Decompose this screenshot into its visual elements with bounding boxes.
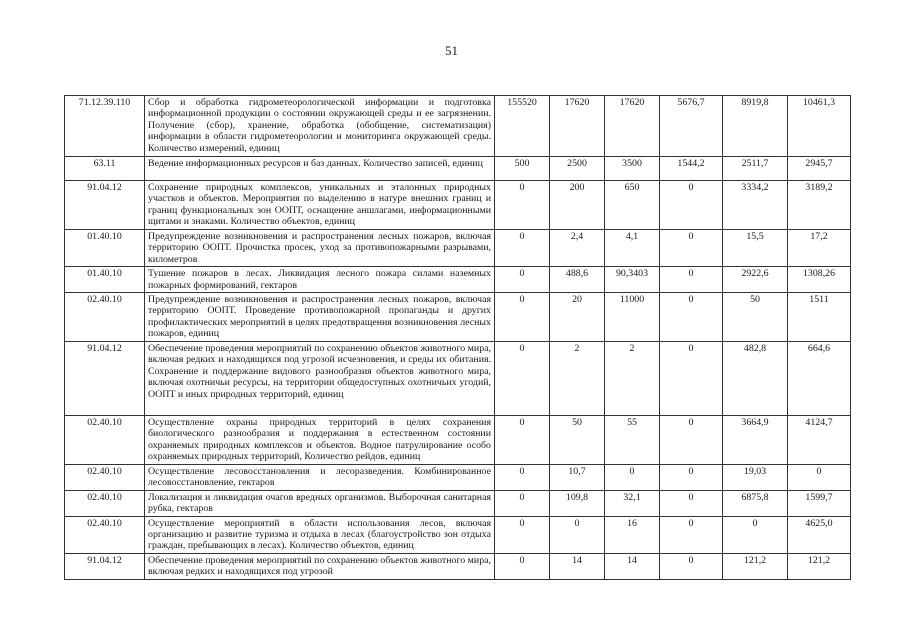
row-description: Обеспечение проведения мероприятий по сохранению объектов животного мира, включая редких и находящихся под угрозой исчезновения, и среды их обитания. Сохранение и поддержание видового разнообразия объектов животного мира, включая охотничьи ресурсы, на территории общедоступных охотничьих угодий, ООПТ и иных природных территорий, единиц <box>145 342 495 416</box>
table-row <box>65 267 851 293</box>
row-code: 02.40.10 <box>65 465 145 491</box>
row-code: 91.04.12 <box>65 181 145 230</box>
row-code: 02.40.10 <box>65 516 145 553</box>
row-value-3: 16 <box>605 516 660 553</box>
row-value-5: 15,5 <box>723 230 788 267</box>
row-value-1: 0 <box>495 490 550 516</box>
row-value-6: 0 <box>788 465 851 491</box>
row-description: Осуществление охраны природных территорий в целях сохранения биологического разнообразия и поддержания в естественном состоянии охраняемых природных комплексов и объектов. Водное патрулирование особо охраняемых природных территорий, Количество рейдов, единиц <box>145 416 495 465</box>
row-description: Осуществление мероприятий в области использования лесов, включая организацию и развитие туризма и отдыха в лесах (благоустройство зон отдыха граждан, пребывающих в лесах). Количество объектов, единиц <box>145 516 495 553</box>
table-row <box>65 181 851 230</box>
row-value-6: 121,2 <box>788 553 851 579</box>
table-row <box>65 553 851 579</box>
row-value-2: 2,4 <box>550 230 605 267</box>
table-row <box>65 157 851 181</box>
row-value-5: 8919,8 <box>723 96 788 157</box>
row-description: Предупреждение возникновения и распространения лесных пожаров, включая территорию ООПТ. Проведение противопожарной пропаганды и других профилактических мероприятий в целях предотвращения возникновения лесных пожаров, единиц <box>145 293 495 342</box>
row-value-6: 1511 <box>788 293 851 342</box>
row-value-4: 0 <box>660 342 723 416</box>
row-value-3: 17620 <box>605 96 660 157</box>
row-value-3: 0 <box>605 465 660 491</box>
row-value-4: 5676,7 <box>660 96 723 157</box>
row-value-2: 10,7 <box>550 465 605 491</box>
row-value-3: 14 <box>605 553 660 579</box>
row-code: 02.40.10 <box>65 293 145 342</box>
row-value-6: 3189,2 <box>788 181 851 230</box>
row-code: 01.40.10 <box>65 267 145 293</box>
row-value-6: 10461,3 <box>788 96 851 157</box>
services-table <box>64 95 851 580</box>
table-row <box>65 416 851 465</box>
row-description: Тушение пожаров в лесах. Ликвидация лесного пожара силами наземных пожарных формирований, гектаров <box>145 267 495 293</box>
row-value-1: 500 <box>495 157 550 181</box>
row-description: Предупреждение возникновения и распространения лесных пожаров, включая территорию ООПТ. Прочистка просек, уход за противопожарными разрывами, километров <box>145 230 495 267</box>
row-value-4: 0 <box>660 267 723 293</box>
table-row <box>65 490 851 516</box>
row-value-3: 2 <box>605 342 660 416</box>
row-description: Ведение информационных ресурсов и баз данных. Количество записей, единиц <box>145 157 495 181</box>
row-description: Обеспечение проведения мероприятий по сохранению объектов животного мира, включая редких и находящихся под угрозой <box>145 553 495 579</box>
table-row <box>65 516 851 553</box>
row-value-4: 1544,2 <box>660 157 723 181</box>
row-value-1: 0 <box>495 230 550 267</box>
row-code: 71.12.39.110 <box>65 96 145 157</box>
row-value-4: 0 <box>660 465 723 491</box>
row-value-4: 0 <box>660 181 723 230</box>
row-value-5: 2922,6 <box>723 267 788 293</box>
row-value-3: 3500 <box>605 157 660 181</box>
row-value-5: 2511,7 <box>723 157 788 181</box>
row-value-5: 19,03 <box>723 465 788 491</box>
row-value-6: 17,2 <box>788 230 851 267</box>
table-row <box>65 293 851 342</box>
row-value-3: 4,1 <box>605 230 660 267</box>
row-value-5: 3664,9 <box>723 416 788 465</box>
row-value-2: 488,6 <box>550 267 605 293</box>
table-row <box>65 230 851 267</box>
row-value-2: 109,8 <box>550 490 605 516</box>
table-row <box>65 96 851 157</box>
row-value-3: 650 <box>605 181 660 230</box>
row-code: 91.04.12 <box>65 553 145 579</box>
table-row <box>65 465 851 491</box>
row-value-1: 0 <box>495 342 550 416</box>
row-value-1: 0 <box>495 181 550 230</box>
row-value-2: 14 <box>550 553 605 579</box>
row-value-5: 50 <box>723 293 788 342</box>
row-code: 01.40.10 <box>65 230 145 267</box>
row-value-5: 3334,2 <box>723 181 788 230</box>
row-value-5: 0 <box>723 516 788 553</box>
row-value-1: 0 <box>495 293 550 342</box>
row-code: 91.04.12 <box>65 342 145 416</box>
row-value-2: 17620 <box>550 96 605 157</box>
row-value-1: 0 <box>495 516 550 553</box>
row-code: 02.40.10 <box>65 416 145 465</box>
row-value-4: 0 <box>660 416 723 465</box>
row-value-3: 55 <box>605 416 660 465</box>
row-description: Сохранение природных комплексов, уникальных и эталонных природных участков и объектов. Мероприятия по выделению в натуре внешних границ и границ функциональных зон ООПТ, оснащение аншлагами, информационными щитами и знаками. Количество объектов, единиц <box>145 181 495 230</box>
row-value-6: 1599,7 <box>788 490 851 516</box>
row-description: Сбор и обработка гидрометеорологической информации и подготовка информационной продукции о состоянии окружающей среды и ее загрязнении. Получение (сбор), хранение, обработка (обобщение, систематизация) информации в области гидрометеорологии и мониторинга окружающей среды. Количество измерений, единиц <box>145 96 495 157</box>
row-value-4: 0 <box>660 553 723 579</box>
row-value-6: 4625,0 <box>788 516 851 553</box>
row-value-4: 0 <box>660 490 723 516</box>
row-value-2: 20 <box>550 293 605 342</box>
row-value-2: 2 <box>550 342 605 416</box>
row-value-1: 0 <box>495 416 550 465</box>
row-value-3: 90,3403 <box>605 267 660 293</box>
row-value-3: 32,1 <box>605 490 660 516</box>
row-value-6: 1308,26 <box>788 267 851 293</box>
row-value-4: 0 <box>660 293 723 342</box>
row-value-5: 121,2 <box>723 553 788 579</box>
row-value-6: 664,6 <box>788 342 851 416</box>
row-description: Осуществление лесовосстановления и лесоразведения. Комбинированное лесовосстановление, гектаров <box>145 465 495 491</box>
row-value-1: 155520 <box>495 96 550 157</box>
row-value-2: 200 <box>550 181 605 230</box>
page-number: 51 <box>445 43 458 58</box>
row-description: Локализация и ликвидация очагов вредных организмов. Выборочная санитарная рубка, гектаров <box>145 490 495 516</box>
row-value-6: 4124,7 <box>788 416 851 465</box>
row-value-2: 50 <box>550 416 605 465</box>
row-value-2: 0 <box>550 516 605 553</box>
row-value-6: 2945,7 <box>788 157 851 181</box>
row-value-4: 0 <box>660 230 723 267</box>
row-value-1: 0 <box>495 553 550 579</box>
row-value-5: 6875,8 <box>723 490 788 516</box>
row-value-1: 0 <box>495 267 550 293</box>
table-row <box>65 342 851 416</box>
row-code: 63.11 <box>65 157 145 181</box>
row-value-1: 0 <box>495 465 550 491</box>
row-value-2: 2500 <box>550 157 605 181</box>
row-value-3: 11000 <box>605 293 660 342</box>
row-value-4: 0 <box>660 516 723 553</box>
row-value-5: 482,8 <box>723 342 788 416</box>
row-code: 02.40.10 <box>65 490 145 516</box>
